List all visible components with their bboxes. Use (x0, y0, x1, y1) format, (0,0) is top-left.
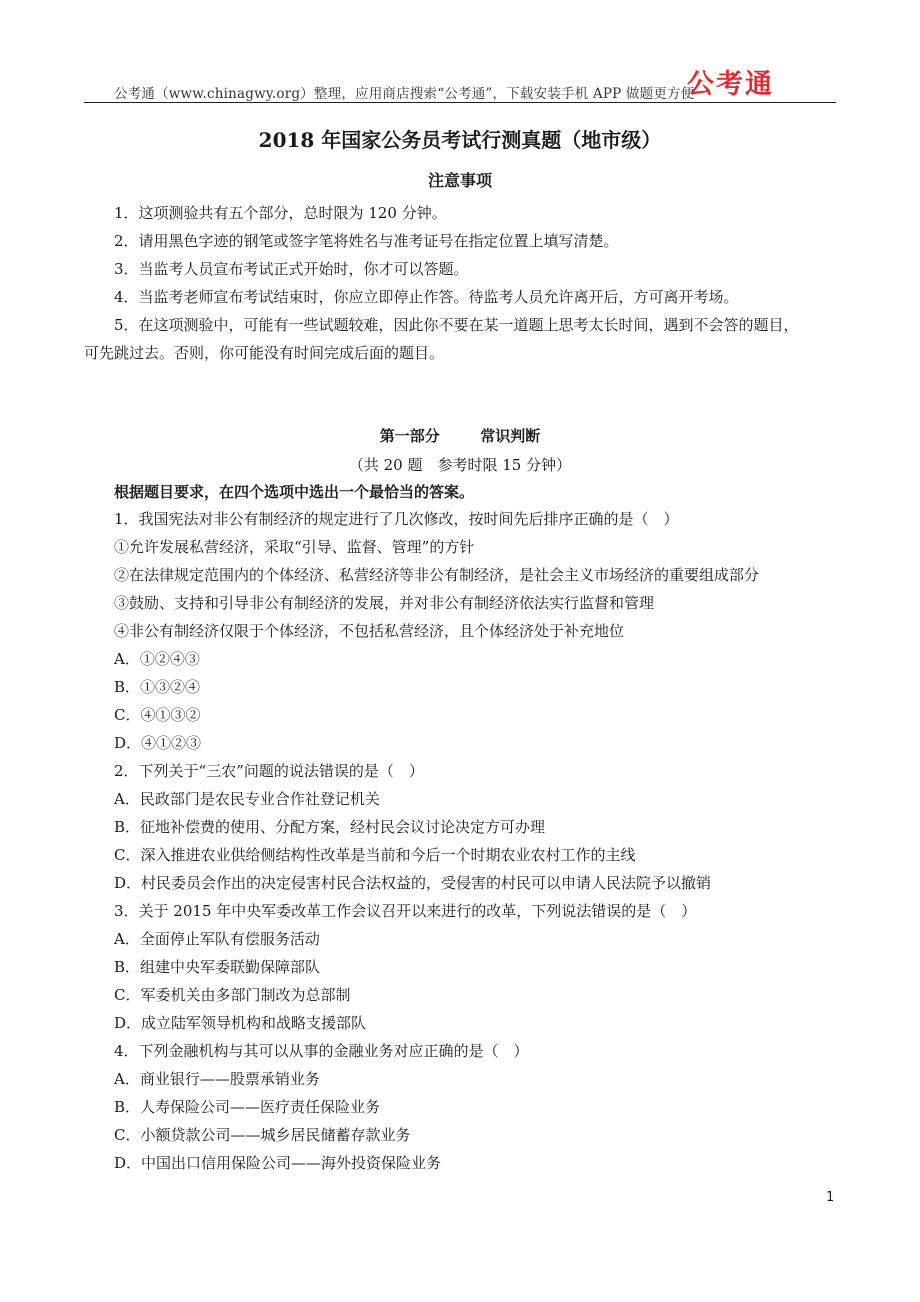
answer-option: C．军委机关由多部门制改为总部制 (114, 986, 351, 1004)
notice-item: 5．在这项测验中，可能有一些试题较难，因此你不要在某一道题上思考太长时间，遇到不会答的题目， (114, 316, 799, 334)
question-stem: 4．下列金融机构与其可以从事的金融业务对应正确的是（ ） (114, 1042, 529, 1060)
notice-item: 3．当监考人员宣布考试正式开始时，你才可以答题。 (114, 260, 469, 278)
question-statement: ②在法律规定范围内的个体经济、私营经济等非公有制经济，是社会主义市场经济的重要组成部分 (114, 566, 760, 584)
section-part: 第一部分 (379, 427, 440, 445)
question-stem: 1．我国宪法对非公有制经济的规定进行了几次修改，按时间先后排序正确的是（ ） (114, 510, 679, 528)
answer-option: B．人寿保险公司——医疗责任保险业务 (114, 1098, 381, 1116)
notice-item: 2．请用黑色字迹的钢笔或签字笔将姓名与准考证号在指定位置上填写清楚。 (114, 232, 619, 250)
page-title: 2018 年国家公务员考试行测真题（地市级） (258, 128, 662, 152)
answer-option: D．成立陆军领导机构和战略支援部队 (114, 1014, 367, 1032)
answer-option: D．村民委员会作出的决定侵害村民合法权益的，受侵害的村民可以申请人民法院予以撤销 (114, 874, 712, 892)
answer-option: A．民政部门是农民专业合作社登记机关 (114, 790, 380, 808)
question-statement: ④非公有制经济仅限于个体经济，不包括私营经济，且个体经济处于补充地位 (114, 622, 625, 640)
answer-option: D．中国出口信用保险公司——海外投资保险业务 (114, 1154, 442, 1172)
answer-option: D．④①②③ (114, 734, 202, 752)
answer-option: B．征地补偿费的使用、分配方案，经村民会议讨论决定方可办理 (114, 818, 546, 836)
answer-option: A．全面停止军队有偿服务活动 (114, 930, 320, 948)
question-statement: ①允许发展私营经济，采取“引导、监督、管理”的方针 (114, 538, 475, 556)
page-header (84, 58, 836, 103)
page-number: 1 (826, 1190, 835, 1205)
answer-option: A．商业银行——股票承销业务 (114, 1070, 320, 1088)
answer-option: C．小额贷款公司——城乡居民储蓄存款业务 (114, 1126, 411, 1144)
answer-option: A．①②④③ (114, 650, 200, 668)
answer-option: C．深入推进农业供给侧结构性改革是当前和今后一个时期农业农村工作的主线 (114, 846, 636, 864)
answer-option: C．④①③② (114, 706, 201, 724)
question-statement: ③鼓励、支持和引导非公有制经济的发展，并对非公有制经济依法实行监督和管理 (114, 594, 655, 612)
question-stem: 3．关于 2015 年中央军委改革工作会议召开以来进行的改革，下列说法错误的是（ ） (114, 902, 697, 920)
section-info: （共 20 题 参考时限 15 分钟） (348, 456, 572, 474)
notice-heading: 注意事项 (427, 171, 492, 190)
header-text: 公考通（www.chinagwy.org）整理，应用商店搜索“公考通”，下载安装手机 APP 做题更方便 (114, 86, 695, 102)
answer-option: B．组建中央军委联勤保障部队 (114, 958, 321, 976)
notice-item-continued: 可先跳过去。否则，你可能没有时间完成后面的题目。 (84, 344, 445, 362)
gongkaotong-logo: 公考通 (687, 69, 774, 100)
section-instruction: 根据题目要求，在四个选项中选出一个最恰当的答案。 (114, 483, 475, 501)
section-name: 常识判断 (480, 427, 541, 445)
section-title (0, 425, 920, 446)
question-stem: 2．下列关于“三农”问题的说法错误的是（ ） (114, 762, 424, 780)
answer-option: B．①③②④ (114, 678, 201, 696)
notice-item: 4．当监考老师宣布考试结束时，你应立即停止作答。待监考人员允许离开后，方可离开考场。 (114, 288, 739, 306)
notice-item: 1．这项测验共有五个部分，总时限为 120 分钟。 (114, 204, 447, 222)
